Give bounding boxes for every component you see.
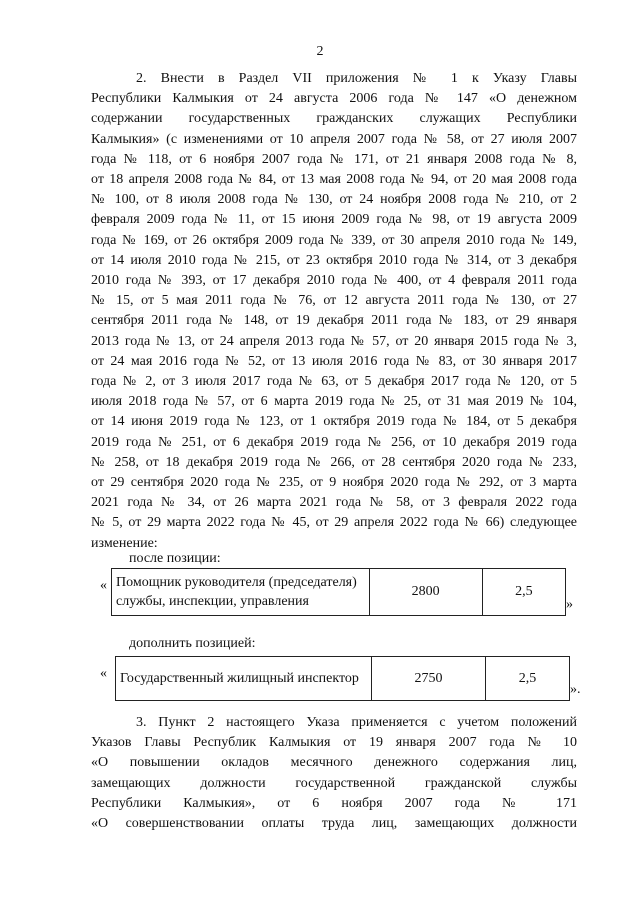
position-name-line: Помощник руководителя (председателя) <box>116 575 357 590</box>
paragraph-line: года № 169, от 26 октября 2009 года № 339, от 30 апреля 2010 года № 149, <box>91 232 577 248</box>
page-number: 2 <box>316 44 324 59</box>
position-name-cell: Государственный жилищный инспектор <box>116 657 372 701</box>
position-name-cell <box>112 569 370 616</box>
position-name-line: службы, инспекции, управления <box>116 594 309 609</box>
paragraph-line: от 14 июня 2019 года № 123, от 1 октября 2019 года № 184, от 5 декабря <box>91 414 577 430</box>
paragraph-line: 2013 года № 13, от 24 апреля 2013 года № 57, от 20 января 2015 года № 3, <box>91 333 577 349</box>
salary-amount-cell: 2800 <box>369 569 482 616</box>
add-position-label: дополнить позицией: <box>129 636 256 651</box>
paragraph-line: от 24 мая 2016 года № 52, от 13 июля 2016 года № 83, от 30 января 2017 <box>91 353 577 369</box>
paragraph-line: года № 2, от 3 июля 2017 года № 63, от 5 декабря 2017 года № 120, от 5 <box>91 374 577 390</box>
paragraph-line: «О совершенствовании оплаты труда лиц, замещающих должности <box>91 816 577 832</box>
position-table-before <box>111 568 566 616</box>
paragraph-line: от 18 апреля 2008 года № 84, от 13 мая 2008 года № 94, от 20 мая 2008 года <box>91 172 577 188</box>
table-row <box>112 569 566 616</box>
paragraph-line: изменение: <box>91 535 158 551</box>
paragraph-line: года № 118, от 6 ноября 2007 года № 171, от 21 января 2008 года № 8, <box>91 151 577 167</box>
salary-amount-cell: 2750 <box>371 657 485 701</box>
paragraph-line: № 258, от 18 декабря 2019 года № 266, от 28 сентября 2020 года № 233, <box>91 454 577 470</box>
paragraph-line: 2. Внести в Раздел VII приложения № 1 к Указу Главы <box>136 71 577 86</box>
closing-quote: » <box>566 597 573 612</box>
paragraph-2 <box>91 69 577 554</box>
paragraph-line: содержании государственных гражданских служащих Республики <box>91 111 577 127</box>
closing-quote: ». <box>570 682 581 697</box>
paragraph-line: Калмыкия» (с изменениями от 10 апреля 2007 года № 58, от 27 июля 2007 <box>91 131 577 147</box>
table-row <box>116 657 570 701</box>
after-position-label: после позиции: <box>129 551 221 566</box>
paragraph-line: «О повышении окладов месячного денежного содержания лиц, <box>91 755 577 771</box>
coefficient-cell: 2,5 <box>482 569 565 616</box>
coefficient-cell: 2,5 <box>486 657 570 701</box>
paragraph-line: Указов Главы Республик Калмыкия от 19 января 2007 года № 10 <box>91 735 577 751</box>
paragraph-line: 2021 года № 34, от 26 марта 2021 года № 58, от 3 февраля 2022 года <box>91 495 577 511</box>
paragraph-3 <box>91 713 577 834</box>
opening-quote: « <box>100 578 107 593</box>
paragraph-line: 3. Пункт 2 настоящего Указа применяется с учетом положений <box>136 715 577 730</box>
paragraph-line: февраля 2009 года № 11, от 15 июня 2009 года № 98, от 19 августа 2009 <box>91 212 577 228</box>
paragraph-line: № 15, от 5 мая 2011 года № 76, от 12 августа 2011 года № 130, от 27 <box>91 293 577 309</box>
paragraph-line: 2019 года № 251, от 6 декабря 2019 года № 256, от 10 декабря 2019 года <box>91 434 577 450</box>
paragraph-line: от 29 сентября 2020 года № 235, от 9 ноября 2020 года № 292, от 3 марта <box>91 475 577 491</box>
paragraph-line: от 14 июля 2010 года № 215, от 23 октября 2010 года № 314, от 3 декабря <box>91 252 577 268</box>
paragraph-line: № 5, от 29 марта 2022 года № 45, от 29 апреля 2022 года № 66) следующее <box>91 515 577 531</box>
paragraph-line: июля 2018 года № 57, от 6 марта 2019 года № 25, от 31 мая 2019 № 104, <box>91 394 577 410</box>
paragraph-line: Республики Калмыкия от 24 августа 2006 года № 147 «О денежном <box>91 91 577 107</box>
paragraph-line: сентября 2011 года № 148, от 19 декабря 2011 года № 183, от 29 января <box>91 313 577 329</box>
paragraph-line: Республики Калмыкия», от 6 ноября 2007 года № 171 <box>91 795 577 811</box>
opening-quote: « <box>100 666 107 681</box>
paragraph-line: № 100, от 8 июля 2008 года № 130, от 24 ноября 2008 года № 210, от 2 <box>91 192 577 208</box>
paragraph-line: замещающих должности государственной гражданской службы <box>91 775 577 791</box>
paragraph-line: 2010 года № 393, от 17 декабря 2010 года № 400, от 4 февраля 2011 года <box>91 273 577 289</box>
position-table-added <box>115 656 570 701</box>
